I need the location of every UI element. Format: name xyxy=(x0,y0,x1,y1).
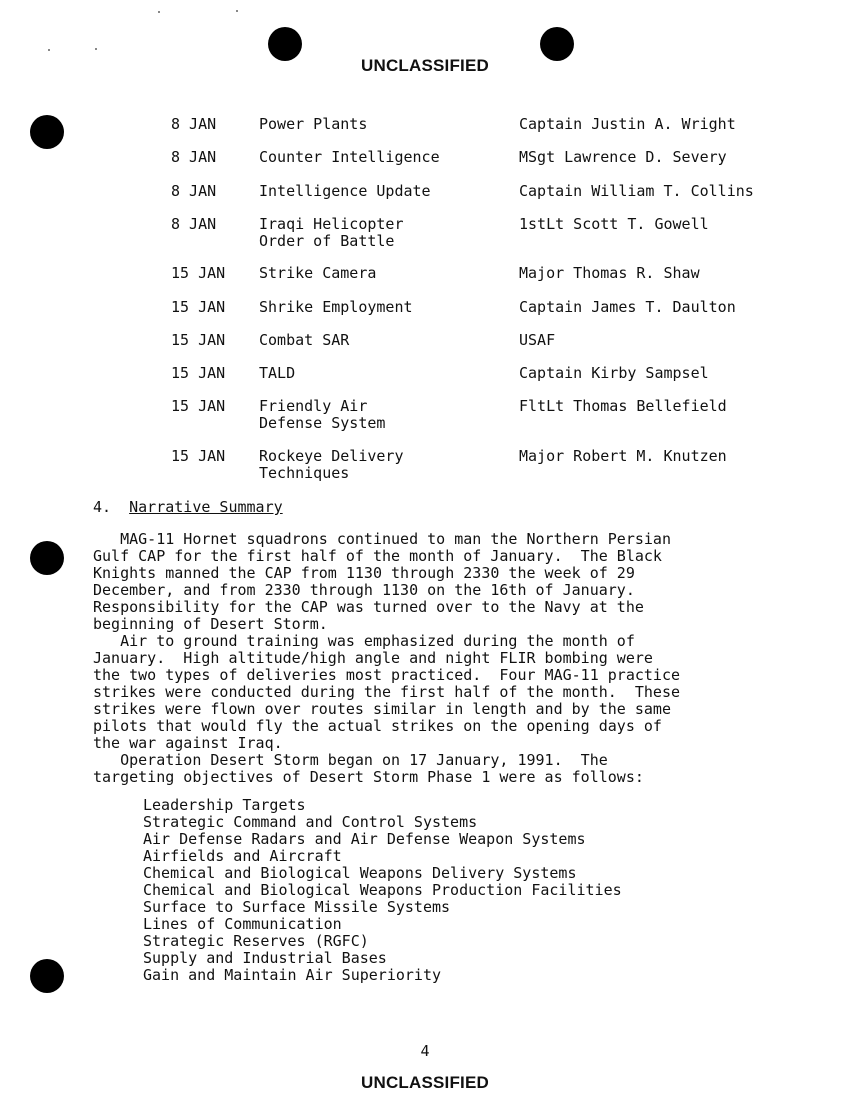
narrative-line: the two types of deliveries most practiced. Four MAG-11 practice xyxy=(93,666,680,684)
schedule-date: 15 JAN xyxy=(171,447,226,465)
schedule-topic: Combat SAR xyxy=(259,331,350,349)
narrative-line: Gulf CAP for the first half of the month of January. The Black xyxy=(93,547,662,565)
section-number: 4. xyxy=(93,498,112,516)
schedule-date: 8 JAN xyxy=(171,115,217,133)
objective-item: Strategic Command and Control Systems xyxy=(143,813,478,831)
scan-speck xyxy=(95,48,97,50)
schedule-topic: Friendly Air xyxy=(259,397,368,415)
schedule-date: 15 JAN xyxy=(171,397,226,415)
scan-speck xyxy=(48,49,50,51)
narrative-line: MAG-11 Hornet squadrons continued to man the Northern Persian xyxy=(93,530,671,548)
punch-hole-left-middle xyxy=(30,541,64,575)
schedule-presenter: FltLt Thomas Bellefield xyxy=(519,397,727,415)
schedule-date: 8 JAN xyxy=(171,215,217,233)
schedule-date: 15 JAN xyxy=(171,298,226,316)
narrative-line: pilots that would fly the actual strikes on the opening days of xyxy=(93,717,662,735)
objective-item: Chemical and Biological Weapons Production Facilities xyxy=(143,881,622,899)
schedule-date: 15 JAN xyxy=(171,331,226,349)
schedule-presenter: Major Robert M. Knutzen xyxy=(519,447,727,465)
punch-hole-left-lower xyxy=(30,959,64,993)
narrative-line: Responsibility for the CAP was turned over to the Navy at the xyxy=(93,598,644,616)
schedule-presenter: USAF xyxy=(519,331,556,349)
schedule-topic: Intelligence Update xyxy=(259,182,431,200)
objective-item: Gain and Maintain Air Superiority xyxy=(143,966,442,984)
narrative-line: Air to ground training was emphasized during the month of xyxy=(93,632,635,650)
schedule-date: 8 JAN xyxy=(171,182,217,200)
schedule-topic: Shrike Employment xyxy=(259,298,413,316)
objective-item: Air Defense Radars and Air Defense Weapon Systems xyxy=(143,830,586,848)
objective-item: Surface to Surface Missile Systems xyxy=(143,898,451,916)
narrative-line: Operation Desert Storm began on 17 January, 1991. The xyxy=(93,751,608,769)
objectives-list xyxy=(143,797,622,984)
narrative-line: strikes were conducted during the first half of the month. These xyxy=(93,683,680,701)
schedule-presenter: 1stLt Scott T. Gowell xyxy=(519,215,709,233)
section-heading xyxy=(93,499,283,516)
punch-hole-left-upper xyxy=(30,115,64,149)
narrative-line: beginning of Desert Storm. xyxy=(93,615,328,633)
schedule-presenter: Captain Justin A. Wright xyxy=(519,115,736,133)
scan-speck xyxy=(158,11,160,13)
narrative-line: December, and from 2330 through 1130 on the 16th of January. xyxy=(93,581,635,599)
schedule-presenter: Captain Kirby Sampsel xyxy=(519,364,709,382)
section-title: Narrative Summary xyxy=(129,498,283,516)
schedule-topic-line2: Order of Battle xyxy=(259,232,395,250)
scan-speck xyxy=(236,10,238,12)
narrative-line: the war against Iraq. xyxy=(93,734,283,752)
schedule-topic-line2: Techniques xyxy=(259,464,350,482)
schedule-presenter: Captain William T. Collins xyxy=(519,182,754,200)
schedule-topic: Power Plants xyxy=(259,115,368,133)
narrative-line: strikes were flown over routes similar in length and by the same xyxy=(93,700,671,718)
page-number: 4 xyxy=(420,1042,430,1060)
narrative-line: targeting objectives of Desert Storm Phase 1 were as follows: xyxy=(93,768,644,786)
objective-item: Leadership Targets xyxy=(143,796,306,814)
objective-item: Lines of Communication xyxy=(143,915,342,933)
schedule-presenter: MSgt Lawrence D. Severy xyxy=(519,148,727,166)
objective-item: Supply and Industrial Bases xyxy=(143,949,387,967)
schedule-topic: Strike Camera xyxy=(259,264,377,282)
narrative-summary xyxy=(93,531,793,786)
schedule-topic: Iraqi Helicopter xyxy=(259,215,404,233)
narrative-line: January. High altitude/high angle and night FLIR bombing were xyxy=(93,649,653,667)
schedule-topic: Rockeye Delivery xyxy=(259,447,404,465)
classification-footer: UNCLASSIFIED xyxy=(360,1073,490,1092)
classification-header: UNCLASSIFIED xyxy=(360,56,490,75)
schedule-presenter: Major Thomas R. Shaw xyxy=(519,264,700,282)
schedule-topic: TALD xyxy=(259,364,296,382)
schedule-date: 15 JAN xyxy=(171,364,226,382)
schedule-date: 15 JAN xyxy=(171,264,226,282)
narrative-line: Knights manned the CAP from 1130 through 2330 the week of 29 xyxy=(93,564,635,582)
schedule-topic-line2: Defense System xyxy=(259,414,386,432)
objective-item: Strategic Reserves (RGFC) xyxy=(143,932,369,950)
objective-item: Chemical and Biological Weapons Delivery Systems xyxy=(143,864,577,882)
objective-item: Airfields and Aircraft xyxy=(143,847,342,865)
schedule-date: 8 JAN xyxy=(171,148,217,166)
schedule-topic: Counter Intelligence xyxy=(259,148,440,166)
schedule-presenter: Captain James T. Daulton xyxy=(519,298,736,316)
